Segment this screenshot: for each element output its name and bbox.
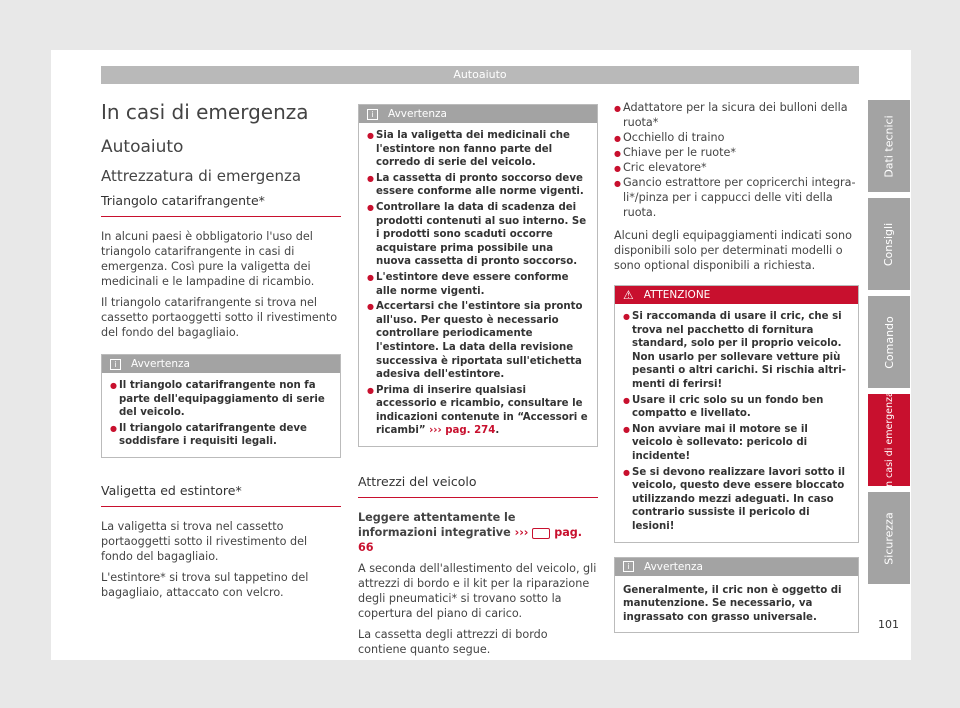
list-item: ● L'estintore deve essere conforme alle norme vigenti. xyxy=(367,271,589,298)
paragraph: L'estintore* si trova sul tappetino del bagagliaio, attaccato con velcro. xyxy=(101,570,309,599)
note-box-body xyxy=(359,123,597,446)
note-box-title: Avvertenza xyxy=(644,560,703,573)
column-2 xyxy=(358,100,598,663)
list-item: ● Non avviare mai il motore se il veicolo è sollevato: pericolo di incidente! xyxy=(623,423,850,464)
list-item-text: Prima di inserire qualsiasi accessorio e ricambio, consultare le indicazioni contenute in “Accessori e ricambi” xyxy=(376,384,588,437)
list-item: ● Usare il cric solo su un fondo ben compatto e livellato. xyxy=(623,394,850,421)
note-box-header xyxy=(102,355,340,373)
tab-label: Consigli xyxy=(882,222,896,266)
list-item: ● Sia la valigetta dei medicinali che l'estintore non fanno parte del corredo di serie del veicolo. xyxy=(367,129,589,170)
tab-sicurezza[interactable] xyxy=(868,492,910,584)
list-item: ● Il triangolo catarifrangente deve soddisfare i requisiti legali. xyxy=(110,422,332,449)
note-box xyxy=(358,104,598,447)
list-item: ● Gancio estrattore per copricerchi integrali*/pinza per i cappucci delle viti della ruota. xyxy=(614,175,859,220)
note-box-title: Avvertenza xyxy=(388,108,447,120)
note-box-body: Generalmente, il cric non è oggetto di manutenzione. Se necessario, va ingrassato con grasso universale. xyxy=(623,584,842,623)
note-box-header xyxy=(359,105,597,123)
warning-box-title: ATTENZIONE xyxy=(643,289,711,301)
warning-box-header xyxy=(615,286,858,304)
section-title: Autoaiuto xyxy=(101,137,184,157)
tab-label: In casi di emergenza xyxy=(883,390,895,490)
paragraph: In alcuni paesi è obbligatorio l'uso del triangolo catarifrangente in casi di emergenza. Così pure la valigetta dei medicinali e le lampadine di ricambio. xyxy=(101,230,315,288)
chapter-title: In casi di emergenza xyxy=(101,100,309,124)
paragraph xyxy=(358,510,598,555)
list-item: ● Chiave per le ruote* xyxy=(614,145,859,160)
topic-title: Valigetta ed estintore* xyxy=(101,482,341,507)
list-item: ● Adattatore per la sicura dei bulloni della ruota* xyxy=(614,100,859,130)
list-item: ● Si raccomanda di usare il cric, che si trova nel pacchetto di fornitura standard, solo per il proprio veicolo. Non usarlo per sollevare vetture più pesanti o altri carichi. Si rischia altrimenti di ferirsi! xyxy=(623,310,850,392)
note-box-header xyxy=(615,558,858,576)
note-box xyxy=(614,557,859,634)
page-number: 101 xyxy=(878,618,899,631)
tab-dati-tecnici[interactable] xyxy=(868,100,910,192)
page-link-arrows[interactable]: ››› xyxy=(514,526,529,540)
warning-box-body xyxy=(615,304,858,542)
paragraph-text: Leggere attentamente le informazioni integrative xyxy=(358,511,516,540)
column-1 xyxy=(101,100,341,606)
list-item: ● Occhiello di traino xyxy=(614,130,859,145)
tool-list xyxy=(614,100,859,220)
info-icon: i xyxy=(367,109,378,120)
column-3 xyxy=(614,100,859,647)
tab-label: Comando xyxy=(882,315,896,369)
list-item: ● Accertarsi che l'estintore sia pronto all'uso. Per questo è necessario controllare periodicamente l'estintore. La data della revisione successiva è riportata sull'etichetta adesiva dell'estintore. xyxy=(367,300,589,382)
tab-label: Sicurezza xyxy=(882,511,896,565)
note-box-body xyxy=(102,373,340,457)
tab-in-casi-di-emergenza[interactable] xyxy=(868,390,910,490)
running-header: Autoaiuto xyxy=(101,66,859,84)
list-item: ● Il triangolo catarifrangente non fa parte dell'equipaggiamento di serie del veicolo. xyxy=(110,379,332,420)
list-item-end: . xyxy=(495,425,500,437)
page-link[interactable]: pag. 66 xyxy=(358,526,583,555)
paragraph: Il triangolo catarifrangente si trova nel cassetto portaoggetti sotto il rivestimento del fondo del bagagliaio. xyxy=(101,296,338,339)
topic-title: Triangolo catarifrangente* xyxy=(101,192,341,217)
list-item: ● La cassetta di pronto soccorso deve essere conforme alle norme vigenti. xyxy=(367,172,589,199)
tab-label: Dati tecnici xyxy=(882,114,896,178)
note-box xyxy=(101,354,341,458)
note-box-title: Avvertenza xyxy=(131,358,190,370)
paragraph: La cassetta degli attrezzi di bordo contiene quanto segue. xyxy=(358,628,548,657)
warning-triangle-icon: ⚠ xyxy=(623,288,634,302)
list-item: ● Se si devono realizzare lavori sotto il veicolo, questo deve essere bloccato utilizzando mezzi adeguati. In caso contrario sussiste il pericolo di lesioni! xyxy=(623,466,850,534)
list-item: ● Cric elevatore* xyxy=(614,160,859,175)
tab-consigli[interactable] xyxy=(868,198,910,290)
topic-title: Attrezzi del veicolo xyxy=(358,473,598,498)
paragraph: A seconda dell'allestimento del veicolo, gli attrezzi di bordo e il kit per la riparazione degli pneumatici* si trovano sotto la copertura del piano di carico. xyxy=(358,562,597,621)
tab-comando[interactable] xyxy=(868,296,910,388)
subsection-title: Attrezzatura di emergenza xyxy=(101,167,302,185)
book-icon xyxy=(532,528,550,539)
paragraph: Alcuni degli equipaggiamenti indicati sono disponibili solo per determinati modelli o sono optional disponibili a richiesta. xyxy=(614,229,852,272)
page-link[interactable]: ››› pag. 274 xyxy=(429,425,496,437)
list-item: ● Controllare la data di scadenza dei prodotti contenuti al suo interno. Se i prodotti sono scaduti occorre acquistare prima possibile una nuova cassetta di pronto soccorso. xyxy=(367,201,589,269)
warning-box xyxy=(614,285,859,543)
list-item xyxy=(367,384,589,438)
paragraph: La valigetta si trova nel cassetto portaoggetti sotto il rivestimento del fondo del bagagliaio. xyxy=(101,519,308,563)
info-icon: i xyxy=(623,561,634,572)
info-icon: i xyxy=(110,359,121,370)
